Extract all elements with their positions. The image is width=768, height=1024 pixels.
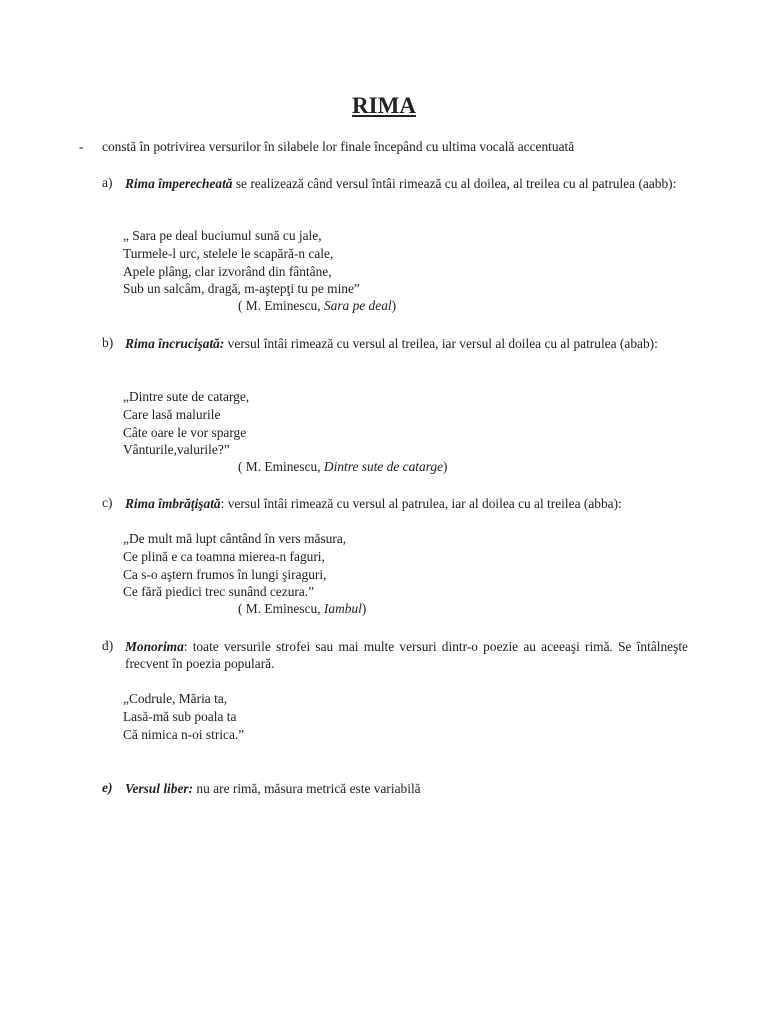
item-text-e: nu are rimă, măsura metrică este variabilă bbox=[193, 781, 421, 796]
verse-line: „Dintre sute de catarge, bbox=[123, 389, 250, 404]
item-label-c: c) bbox=[102, 495, 113, 510]
verse-line: Câte oare le vor sparge bbox=[123, 424, 247, 440]
citation-title: Sara pe deal bbox=[323, 298, 392, 313]
page-title: RIMA bbox=[352, 93, 416, 118]
citation-c bbox=[238, 601, 366, 617]
item-description-b bbox=[125, 335, 688, 352]
item-text-b: versul întâi rimează cu versul al treilea, iar versul al doilea cu al patrulea (abab): bbox=[224, 336, 658, 351]
item-label-b: b) bbox=[102, 335, 114, 350]
citation-close: ) bbox=[443, 459, 448, 474]
term-rima-imperecheata: Rima împerecheată bbox=[125, 176, 233, 191]
citation-title: Dintre sute de catarge bbox=[323, 459, 444, 474]
term-rima-incrucisata: Rima încrucişată: bbox=[125, 336, 225, 351]
item-description-d bbox=[125, 638, 688, 672]
verse-line: „Codrule, Măria ta, bbox=[123, 691, 228, 706]
item-label-a: a) bbox=[102, 175, 113, 190]
verse-block-c bbox=[123, 530, 346, 601]
citation-a bbox=[238, 298, 396, 314]
list-marker: - bbox=[79, 139, 84, 154]
verse-line: „De mult mă lupt cântând în vers măsura, bbox=[123, 531, 347, 546]
citation-author: ( M. Eminescu, bbox=[238, 601, 324, 616]
term-rima-imbratisata: Rima îmbrăţişată bbox=[125, 496, 221, 511]
verse-line: Apele plâng, clar izvorând din fântâne, bbox=[123, 263, 332, 279]
item-text-a: se realizează când versul întâi rimează cu al doilea, al treilea cu al patrulea (aabb): bbox=[232, 176, 677, 191]
item-text-c: : versul întâi rimează cu versul al patrulea, iar al doilea cu al treilea (abba): bbox=[220, 496, 622, 511]
verse-line: Care lasă malurile bbox=[123, 406, 221, 422]
verse-line: Ce fără piedici trec sunând cezura.” bbox=[123, 584, 315, 600]
item-description-e bbox=[125, 780, 688, 797]
citation-close: ) bbox=[361, 601, 367, 616]
verse-line: Turmele-l urc, stelele le scapără-n cale, bbox=[123, 245, 334, 261]
verse-line: „ Sara pe deal buciumul sună cu jale, bbox=[123, 228, 322, 243]
citation-title: Iambul bbox=[323, 601, 362, 616]
citation-author: ( M. Eminescu, bbox=[238, 459, 324, 474]
verse-block-a bbox=[123, 227, 360, 298]
verse-line: Ca s-o aştern frumos în lungi şiraguri, bbox=[123, 566, 327, 582]
term-monorima: Monorima bbox=[125, 639, 184, 654]
item-description-c bbox=[125, 495, 688, 512]
item-label-e: e) bbox=[102, 780, 113, 795]
verse-line: Lasă-mă sub poala ta bbox=[123, 708, 237, 724]
definition-text: constă în potrivirea versurilor în silabele lor finale începând cu ultima vocală accentuată bbox=[102, 139, 575, 154]
verse-line: Ce plină e ca toamna mierea-n faguri, bbox=[123, 548, 325, 564]
term-versul-liber: Versul liber: bbox=[125, 781, 194, 796]
item-text-d: : toate versurile strofei sau mai multe versuri dintr-o poezie au aceeaşi rimă. Se întâlneşte frecvent în poezia populară. bbox=[125, 639, 688, 671]
item-label-d: d) bbox=[102, 638, 114, 653]
citation-author: ( M. Eminescu, bbox=[238, 298, 324, 313]
citation-b bbox=[238, 459, 448, 475]
verse-block-b bbox=[123, 388, 249, 459]
verse-line: Că nimica n-oi strica.” bbox=[123, 726, 245, 742]
verse-line: Vânturile,valurile?” bbox=[123, 442, 230, 458]
verse-block-d bbox=[123, 690, 244, 743]
item-description-a bbox=[125, 175, 688, 192]
citation-close: ) bbox=[391, 298, 397, 313]
verse-line: Sub un salcâm, dragă, m-aştepţi tu pe mine” bbox=[123, 281, 360, 297]
